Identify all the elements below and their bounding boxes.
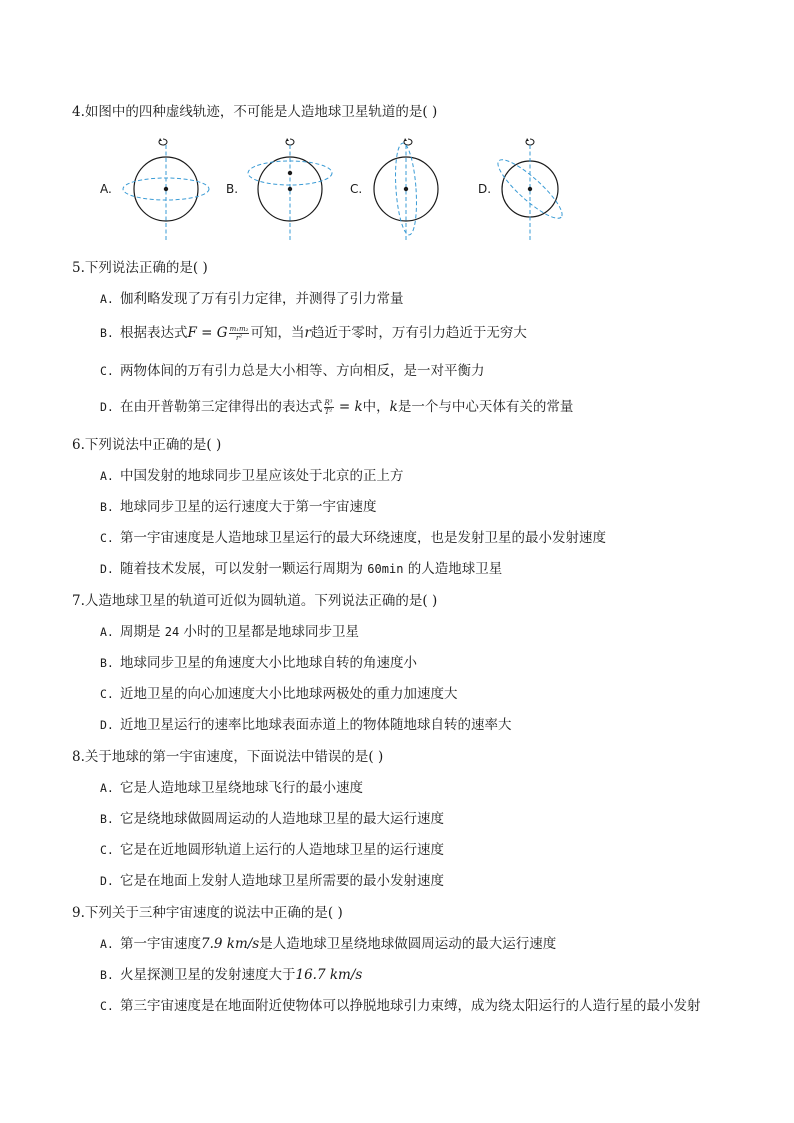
question-6-stem: 6.下列说法中正确的是( ) xyxy=(72,437,222,453)
variable-r: r xyxy=(304,325,311,341)
option-letter: A. xyxy=(100,292,114,306)
figure-label-d: D. xyxy=(478,182,492,196)
option-text: 地球同步卫星的运行速度大于第一宇宙速度 xyxy=(120,499,377,515)
option-text: 是人造地球卫星绕地球做圆周运动的最大运行速度 xyxy=(259,936,557,952)
orbit-figure-a xyxy=(118,133,218,248)
q6-option-a[interactable] xyxy=(100,466,404,486)
option-letter: C. xyxy=(100,687,114,701)
option-text: 可知，当 xyxy=(250,325,305,341)
orbit-figure-d xyxy=(482,133,582,248)
question-5-stem: 5.下列说法正确的是( ) xyxy=(72,260,208,276)
period-value: 60min xyxy=(367,562,404,576)
option-text: 它是在近地圆形轨道上运行的人造地球卫星的运行速度 xyxy=(120,842,444,858)
kepler-fraction xyxy=(324,399,334,416)
q8-option-c[interactable] xyxy=(100,840,444,860)
q9-option-b[interactable] xyxy=(100,965,362,985)
option-text: 随着技术发展，可以发射一颗运行周期为 xyxy=(120,561,368,577)
question-4-stem: 4.如图中的四种虚线轨迹，不可能是人造地球卫星轨道的是( ) xyxy=(72,104,438,120)
option-letter: D. xyxy=(100,874,114,888)
option-letter: C. xyxy=(100,999,114,1013)
q6-option-c[interactable] xyxy=(100,528,606,548)
formula-g: G xyxy=(216,325,228,341)
speed-value: 16.7 km/s xyxy=(295,967,363,983)
option-text: 地球同步卫星的角速度大小比地球自转的角速度小 xyxy=(120,655,417,671)
option-letter: D. xyxy=(100,400,114,414)
option-text: 火星探测卫星的发射速度大于 xyxy=(120,967,296,983)
option-text: 中， xyxy=(362,399,390,415)
option-letter: B. xyxy=(100,500,114,514)
q7-option-b[interactable] xyxy=(100,653,417,673)
option-text: 第一宇宙速度 xyxy=(120,936,201,952)
fraction-denominator: r² xyxy=(235,334,243,342)
option-text: 它是在地面上发射人造地球卫星所需要的最小发射速度 xyxy=(120,873,444,889)
question-8-stem: 8.关于地球的第一宇宙速度，下面说法中错误的是( ) xyxy=(72,749,384,765)
question-7-stem: 7.人造地球卫星的轨道可近似为圆轨道。下列说法正确的是( ) xyxy=(72,593,438,609)
option-letter: B. xyxy=(100,812,114,826)
q7-option-c[interactable] xyxy=(100,684,458,704)
option-text: 它是绕地球做圆周运动的人造地球卫星的最大运行速度 xyxy=(120,811,444,827)
hours-value: 24 xyxy=(164,625,180,639)
orbit-figure-c xyxy=(358,133,458,248)
formula-equals-k: = k xyxy=(334,399,363,415)
option-text: 在由开普勒第三定律得出的表达式 xyxy=(120,399,323,415)
option-letter: D. xyxy=(100,562,114,576)
option-text: 中国发射的地球同步卫星应该处于北京的正上方 xyxy=(120,468,404,484)
q6-option-d[interactable] xyxy=(100,559,502,579)
option-text: 第一宇宙速度是人造地球卫星运行的最大环绕速度，也是发射卫星的最小发射速度 xyxy=(120,530,606,546)
q6-option-b[interactable] xyxy=(100,497,377,517)
q9-option-a[interactable] xyxy=(100,934,556,954)
q7-option-d[interactable] xyxy=(100,715,512,735)
fraction-numerator: m₁m₂ xyxy=(229,325,249,333)
option-text: 周期是 xyxy=(120,624,165,640)
figure-label-b: B. xyxy=(226,182,239,196)
option-letter: C. xyxy=(100,364,114,378)
figure-label-c: C. xyxy=(350,182,363,196)
option-letter: A. xyxy=(100,781,114,795)
option-letter: C. xyxy=(100,531,114,545)
option-text: 近地卫星的向心加速度大小比地球两极处的重力加速度大 xyxy=(120,686,458,702)
fraction-numerator: R³ xyxy=(324,399,333,407)
formula-equals: = xyxy=(196,325,217,341)
option-text: 近地卫星运行的速率比地球表面赤道上的物体随地球自转的速率大 xyxy=(120,717,512,733)
gravity-fraction xyxy=(229,325,250,342)
option-text: 第三宇宙速度是在地面附近使物体可以挣脱地球引力束缚，成为绕太阳运行的人造行星的最小发射 xyxy=(120,998,701,1014)
option-letter: B. xyxy=(100,968,114,982)
q5-option-d[interactable] xyxy=(100,397,573,417)
q8-option-a[interactable] xyxy=(100,778,363,798)
option-text: 伽利略发现了万有引力定律，并测得了引力常量 xyxy=(120,291,404,307)
option-text: 它是人造地球卫星绕地球飞行的最小速度 xyxy=(120,780,363,796)
option-text: 趋近于零时，万有引力趋近于无穷大 xyxy=(310,325,527,341)
option-text: 根据表达式 xyxy=(120,325,188,341)
q5-option-b[interactable] xyxy=(100,323,527,343)
option-text: 小时的卫星都是地球同步卫星 xyxy=(179,624,360,640)
option-letter: B. xyxy=(100,326,114,340)
option-letter: A. xyxy=(100,469,114,483)
option-letter: D. xyxy=(100,718,114,732)
q8-option-b[interactable] xyxy=(100,809,444,829)
option-letter: A. xyxy=(100,625,114,639)
q9-option-c[interactable] xyxy=(100,996,701,1016)
speed-value: 7.9 km/s xyxy=(201,936,260,952)
fraction-denominator: T² xyxy=(324,408,333,416)
formula-force: F xyxy=(187,325,197,341)
option-text: 的人造地球卫星 xyxy=(403,561,503,577)
option-letter: C. xyxy=(100,843,114,857)
q5-option-a[interactable] xyxy=(100,289,404,309)
figure-label-a: A. xyxy=(100,182,112,196)
q5-option-c[interactable] xyxy=(100,361,485,381)
q8-option-d[interactable] xyxy=(100,871,444,891)
variable-k: k xyxy=(389,399,398,415)
option-letter: A. xyxy=(100,937,114,951)
option-text: 是一个与中心天体有关的常量 xyxy=(397,399,574,415)
orbit-figure-b xyxy=(242,133,342,248)
question-9-stem: 9.下列关于三种宇宙速度的说法中正确的是( ) xyxy=(72,905,343,921)
q7-option-a[interactable] xyxy=(100,622,359,642)
option-letter: B. xyxy=(100,656,114,670)
option-text: 两物体间的万有引力总是大小相等、方向相反，是一对平衡力 xyxy=(120,363,485,379)
